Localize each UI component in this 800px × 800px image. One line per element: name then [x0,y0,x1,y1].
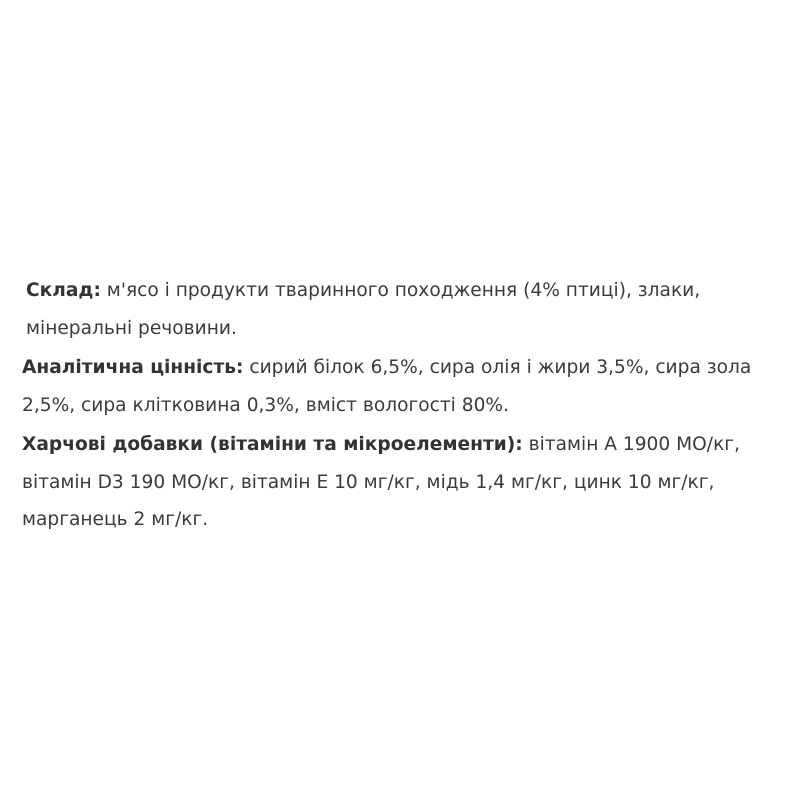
additives-label: Харчові добавки (вітаміни та мікроелементи): [22,434,523,455]
composition-label: Склад: [26,280,101,301]
composition-text: м'ясо і продукти тваринного походження (4% птиці), злаки, мінеральні речовини. [26,280,701,339]
composition-paragraph [22,272,778,347]
additives-text: вітамін А 1900 МО/кг, вітамін D3 190 МО/кг, вітамін Е 10 мг/кг, мідь 1,4 мг/кг, цинк 10 мг/кг, марганець 2 мг/кг. [22,434,740,530]
product-description [22,272,778,541]
analytical-value-label: Аналітична цінність: [22,357,244,378]
analytical-value-text: сирий білок 6,5%, сира олія і жири 3,5%, сира зола 2,5%, сира клітковина 0,3%, вміст вологості 80%. [22,357,752,416]
additives-paragraph [22,426,778,539]
analytical-value-paragraph [22,349,778,424]
